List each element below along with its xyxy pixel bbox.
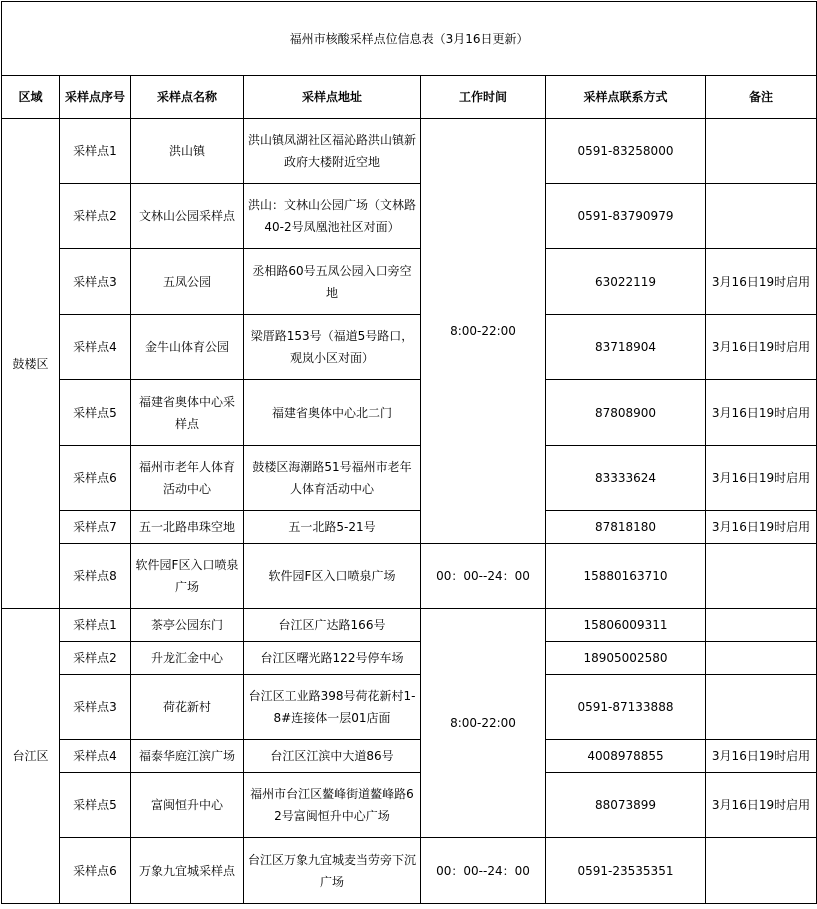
title-row <box>2 2 817 76</box>
site-name: 福州市老年人体育活动中心 <box>131 446 244 511</box>
site-no: 采样点4 <box>60 315 131 380</box>
site-no: 采样点6 <box>60 838 131 904</box>
site-note <box>706 642 817 675</box>
site-phone: 0591-23535351 <box>546 838 706 904</box>
table-row <box>2 838 817 904</box>
site-name: 升龙汇金中心 <box>131 642 244 675</box>
site-address: 台江区曙光路122号停车场 <box>244 642 421 675</box>
site-note <box>706 675 817 740</box>
site-phone: 18905002580 <box>546 642 706 675</box>
site-name: 洪山镇 <box>131 119 244 184</box>
table-row <box>2 184 817 249</box>
site-no: 采样点2 <box>60 184 131 249</box>
header-site-name: 采样点名称 <box>131 76 244 119</box>
site-note: 3月16日19时启用 <box>706 740 817 773</box>
site-no: 采样点6 <box>60 446 131 511</box>
table-row <box>2 446 817 511</box>
site-note <box>706 184 817 249</box>
table-row <box>2 119 817 184</box>
table-row <box>2 642 817 675</box>
site-address: 洪山镇凤湖社区福沁路洪山镇新政府大楼附近空地 <box>244 119 421 184</box>
site-note: 3月16日19时启用 <box>706 773 817 838</box>
site-address: 鼓楼区海潮路51号福州市老年人体育活动中心 <box>244 446 421 511</box>
site-phone: 87818180 <box>546 511 706 544</box>
site-address: 台江区工业路398号荷花新村1-8#连接体一层01店面 <box>244 675 421 740</box>
site-note: 3月16日19时启用 <box>706 315 817 380</box>
site-address: 台江区万象九宜城麦当劳旁下沉广场 <box>244 838 421 904</box>
table-row <box>2 380 817 446</box>
site-note <box>706 838 817 904</box>
site-no: 采样点8 <box>60 544 131 609</box>
table-row <box>2 511 817 544</box>
site-note: 3月16日19时启用 <box>706 446 817 511</box>
site-phone: 83718904 <box>546 315 706 380</box>
site-address: 洪山：文林山公园广场（文林路40-2号凤凰池社区对面） <box>244 184 421 249</box>
site-note <box>706 119 817 184</box>
site-no: 采样点3 <box>60 249 131 315</box>
header-site-no: 采样点序号 <box>60 76 131 119</box>
site-name: 万象九宜城采样点 <box>131 838 244 904</box>
site-no: 采样点7 <box>60 511 131 544</box>
site-address: 台江区江滨中大道86号 <box>244 740 421 773</box>
site-note <box>706 609 817 642</box>
site-address: 台江区广达路166号 <box>244 609 421 642</box>
site-phone: 15806009311 <box>546 609 706 642</box>
district-cell: 鼓楼区 <box>2 119 60 609</box>
site-address: 丞相路60号五凤公园入口旁空地 <box>244 249 421 315</box>
site-phone: 15880163710 <box>546 544 706 609</box>
table-title: 福州市核酸采样点位信息表（3月16日更新） <box>2 2 817 76</box>
site-name: 文林山公园采样点 <box>131 184 244 249</box>
site-phone: 4008978855 <box>546 740 706 773</box>
site-name: 金牛山体育公园 <box>131 315 244 380</box>
table-row <box>2 773 817 838</box>
table-row <box>2 249 817 315</box>
header-note: 备注 <box>706 76 817 119</box>
site-no: 采样点2 <box>60 642 131 675</box>
site-name: 福建省奥体中心采样点 <box>131 380 244 446</box>
site-no: 采样点3 <box>60 675 131 740</box>
site-name: 富闽恒升中心 <box>131 773 244 838</box>
site-name: 五一北路串珠空地 <box>131 511 244 544</box>
table-row <box>2 609 817 642</box>
site-phone: 88073899 <box>546 773 706 838</box>
site-no: 采样点5 <box>60 380 131 446</box>
site-note <box>706 544 817 609</box>
site-phone: 63022119 <box>546 249 706 315</box>
table-row <box>2 315 817 380</box>
site-no: 采样点4 <box>60 740 131 773</box>
site-no: 采样点1 <box>60 609 131 642</box>
header-contact: 采样点联系方式 <box>546 76 706 119</box>
site-phone: 83333624 <box>546 446 706 511</box>
site-phone: 87808900 <box>546 380 706 446</box>
sampling-site-table <box>1 1 817 904</box>
site-phone: 0591-83790979 <box>546 184 706 249</box>
table-row <box>2 544 817 609</box>
work-hours-cell: 00：00--24：00 <box>421 544 546 609</box>
site-name: 软件园F区入口喷泉广场 <box>131 544 244 609</box>
site-address: 梁厝路153号（福道5号路口，观岚小区对面） <box>244 315 421 380</box>
work-hours-cell: 8:00-22:00 <box>421 119 546 544</box>
site-phone: 0591-87133888 <box>546 675 706 740</box>
site-address: 软件园F区入口喷泉广场 <box>244 544 421 609</box>
header-district: 区域 <box>2 76 60 119</box>
site-address: 福州市台江区鳌峰街道鳌峰路62号富闽恒升中心广场 <box>244 773 421 838</box>
site-address: 五一北路5-21号 <box>244 511 421 544</box>
site-no: 采样点1 <box>60 119 131 184</box>
site-note: 3月16日19时启用 <box>706 249 817 315</box>
site-phone: 0591-83258000 <box>546 119 706 184</box>
work-hours-cell: 00：00--24：00 <box>421 838 546 904</box>
site-note: 3月16日19时启用 <box>706 511 817 544</box>
site-name: 福泰华庭江滨广场 <box>131 740 244 773</box>
site-no: 采样点5 <box>60 773 131 838</box>
site-name: 茶亭公园东门 <box>131 609 244 642</box>
header-site-address: 采样点地址 <box>244 76 421 119</box>
site-name: 荷花新村 <box>131 675 244 740</box>
table-row <box>2 675 817 740</box>
header-work-hours: 工作时间 <box>421 76 546 119</box>
site-name: 五凤公园 <box>131 249 244 315</box>
site-address: 福建省奥体中心北二门 <box>244 380 421 446</box>
district-cell: 台江区 <box>2 609 60 904</box>
site-note: 3月16日19时启用 <box>706 380 817 446</box>
work-hours-cell: 8:00-22:00 <box>421 609 546 838</box>
table-row <box>2 740 817 773</box>
header-row <box>2 76 817 119</box>
